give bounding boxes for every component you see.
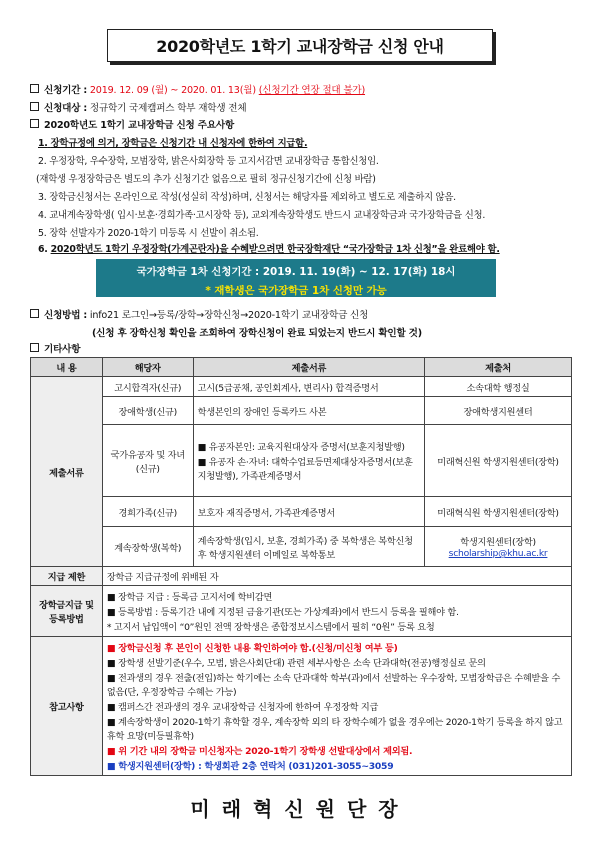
period-value: 2019. 12. 09 (월) ~ 2020. 01. 13(월) [89,85,256,96]
main-heading: 2020학년도 1학기 교내장학금 신청 주요사항 [44,120,235,131]
row-who: 계속장학생(복학) [102,527,193,567]
item-3: 3. 장학금신청서는 온라인으로 작성(성실히 작성)하며, 신청서는 해당자를 제외하고 별도로 제출하지 않음. [38,192,456,203]
etc-heading: 기타사항 [44,344,81,355]
row-docs: 계속장학생(입시, 보훈, 경희가족) 중 복학생은 복학신청 후 학생지원센터 이메일로 복학통보 [193,527,424,567]
header-content: 내 용 [31,358,103,377]
square-bullet-icon [30,84,39,93]
limit-label: 지급 제한 [31,567,103,586]
limit-text: 장학금 지급규정에 위배된 자 [102,567,571,586]
table-row [31,527,572,567]
table-header-row [31,358,572,377]
table-row [31,586,572,637]
pay-text: ■ 장학금 지급 : 등록금 고지서에 학비감면 ■ 등록방법 : 등록기간 내에 지정된 금융기관(또는 가상계좌)에서 반드시 등록을 필해야 함. * 고지서 납입액이 “0”원인 전액 장학생은 종합정보시스템에서 필히 “0원” 등록 요청 [102,586,571,637]
method-note: (신청 후 장학신청 확인을 조회하여 장학신청이 완료 되었는지 반드시 확인할 것) [92,328,422,339]
issuer-signature: 미래혁신원단장 [190,797,410,821]
pay-label: 장학금지급 및 등록방법 [31,586,103,637]
square-bullet-icon [30,102,39,111]
row-where: 소속대학 행정실 [425,377,572,397]
row-docs: ■ 유공자본인: 교육지원대상자 증명서(보훈지청발행) ■ 유공자 손·자녀: 대학수업료등면제대상자증명서(보훈지청발행), 가족관계증명서 [193,425,424,497]
row-where: 미래혁신원 학생지원센터(장학) [425,425,572,497]
document-title: 2020학년도 1학기 교내장학금 신청 안내 [156,37,444,56]
row-who: 경희가족(신규) [102,497,193,527]
row-docs: 학생본인의 장애인 등록카드 사본 [193,397,424,425]
item-1: 1. 장학규정에 의거, 장학금은 신청기간 내 신청자에 한하여 지급함. [38,138,308,149]
table-row [31,425,572,497]
item-5: 5. 장학 선발자가 2020-1학기 미등록 시 선발이 취소됨. [38,228,259,239]
row-where: 장애학생지원센터 [425,397,572,425]
row-docs: 고시(5급공채, 공인회계사, 변리사) 합격증명서 [193,377,424,397]
table-row [31,397,572,425]
table-row [31,497,572,527]
row-who: 국가유공자 및 자녀(신규) [102,425,193,497]
period-note: (신청기간 연장 절대 불가) [258,85,366,96]
period-line [30,82,365,96]
target-label: 신청대상 : [44,103,88,114]
row-docs: 보호자 재직증명서, 가족관계증명서 [193,497,424,527]
item-2-note: (재학생 우정장학금은 별도의 추가 신청기간 없음으로 필히 정규신청기간에 신청 바람) [36,174,376,185]
method-line [30,307,368,321]
scholarship-email-link[interactable]: scholarship@khu.ac.kr [448,548,548,559]
table-row [31,637,572,776]
square-bullet-icon [30,343,39,352]
target-line [30,100,246,114]
header-where: 제출처 [425,358,572,377]
item-6: 6. 2020학년도 1학기 우정장학(가계곤란자)을 수혜받으려면 한국장학재단 “국가장학금 1차 신청”을 완료해야 함. [38,244,500,255]
national-scholarship-banner [96,259,496,297]
info-table [30,357,572,776]
period-label: 신청기간 : [44,85,88,96]
header-target: 해당자 [102,358,193,377]
item-4: 4. 교내계속장학생( 입시·보훈·경희가족·고시장학 등), 교외계속장학생도 반드시 교내장학금과 국가장학금을 신청. [38,210,486,221]
ref-label: 참고사항 [31,637,103,776]
title-box [107,29,493,62]
ref-text: ■ 장학금신청 후 본인이 신청한 내용 확인하여야 함.(신청/미신청 여부 등) ■ 장학생 선발기준(우수, 모범, 밝은사회단대) 관련 세부사항은 소속 단과대학(전공)행정실로 문의 ■ 전과생의 경우 전출(전입)하는 학기에는 소속 단과대학 학부(과)에서 선발하는 우수장학, 모범장학금은 수혜받을 수 없음(단, 우정장학금 수혜는 가능) ■ 캠퍼스간 전과생의 경우 교내장학금 신청자에 한하여 우정장학 지급 ■ 계속장학생이 2020-1학기 휴학할 경우, 계속장학 외의 타 장학수혜가 없을 경우에는 2020-1학기 등록을 하지 않고 휴학 요망(미등필휴학) ■ 위 기간 내의 장학금 미신청자는 2020-1학기 장학생 선발대상에서 제외됨. ■ 학생지원센터(장학) : 학생회관 2층 연락처 (031)201-3055~3059 [102,637,571,776]
square-bullet-icon [30,309,39,318]
row-where: 미래혁식원 학생지원센터(장학) [425,497,572,527]
square-bullet-icon [30,119,39,128]
header-docs: 제출서류 [193,358,424,377]
etc-heading-line [30,341,80,355]
row-who: 고시합격자(신규) [102,377,193,397]
item-2: 2. 우정장학, 우수장학, 모범장학, 밝은사회장학 등 고지서감면 교내장학금 통합신청임. [38,156,379,167]
table-row [31,567,572,586]
method-label: 신청방법 : [44,310,88,321]
method-value: info21 로그인→등록/장학→장학신청→2020-1학기 교내장학금 신청 [89,310,369,321]
banner-line-2: * 재학생은 국가장학금 1차 신청만 가능 [205,285,387,297]
submit-docs-label: 제출서류 [31,377,103,567]
table-row [31,377,572,397]
target-value: 정규학기 국제캠퍼스 학부 재학생 전체 [89,103,247,114]
row-who: 장애학생(신규) [102,397,193,425]
main-heading-line [30,117,234,131]
banner-line-1: 국가장학금 1차 신청기간 : 2019. 11. 19(화) ~ 12. 17(화) 18시 [136,266,456,278]
row-where: 학생지원센터(장학) scholarship@khu.ac.kr [425,527,572,567]
